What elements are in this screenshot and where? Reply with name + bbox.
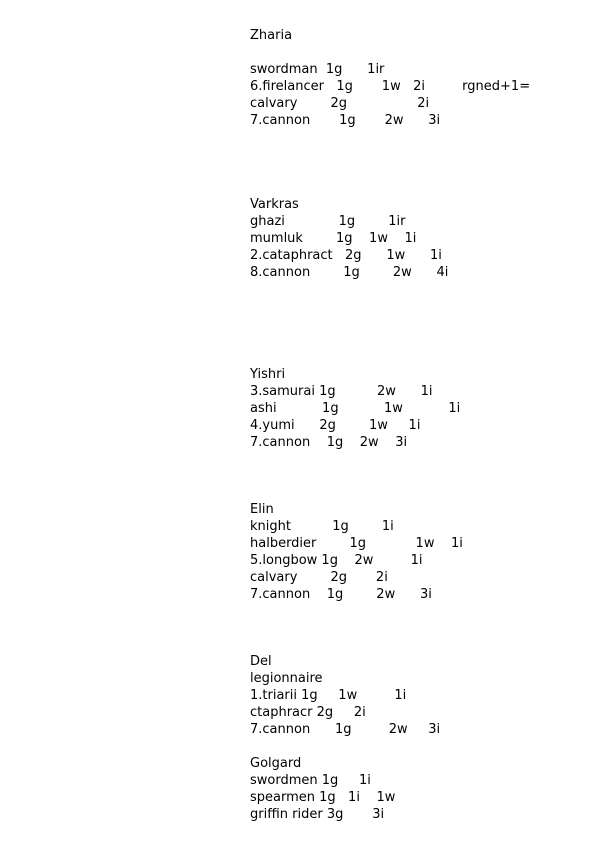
unit-line: legionnaire [250, 671, 323, 686]
unit-line: 7.cannon 1g 2w 3i [250, 722, 441, 737]
faction-title-varkras: Varkras [250, 197, 299, 212]
unit-line: 8.cannon 1g 2w 4i [250, 265, 449, 280]
unit-line: knight 1g 1i [250, 519, 394, 534]
unit-line: 7.cannon 1g 2w 3i [250, 113, 441, 128]
unit-line: 5.longbow 1g 2w 1i [250, 553, 423, 568]
unit-line: ghazi 1g 1ir [250, 214, 406, 229]
unit-line: 2.cataphract 2g 1w 1i [250, 248, 442, 263]
unit-line: swordman 1g 1ir [250, 62, 385, 77]
unit-line: 7.cannon 1g 2w 3i [250, 435, 408, 450]
unit-line: ctaphracr 2g 2i [250, 705, 366, 720]
unit-line: calvary 2g 2i [250, 570, 388, 585]
unit-line: spearmen 1g 1i 1w [250, 790, 396, 805]
unit-line: mumluk 1g 1w 1i [250, 231, 417, 246]
faction-title-yishri: Yishri [250, 367, 286, 382]
unit-line: swordmen 1g 1i [250, 773, 371, 788]
unit-line: ashi 1g 1w 1i [250, 401, 461, 416]
faction-title-elin: Elin [250, 502, 274, 517]
unit-line: halberdier 1g 1w 1i [250, 536, 463, 551]
faction-title-zharia: Zharia [250, 28, 293, 43]
faction-title-del: Del [250, 654, 272, 669]
unit-line: 7.cannon 1g 2w 3i [250, 587, 432, 602]
unit-line: griffin rider 3g 3i [250, 807, 385, 822]
faction-title-golgard: Golgard [250, 756, 302, 771]
unit-line: 4.yumi 2g 1w 1i [250, 418, 421, 433]
unit-line: 3.samurai 1g 2w 1i [250, 384, 433, 399]
unit-line: calvary 2g 2i [250, 96, 430, 111]
unit-line: 6.firelancer 1g 1w 2i rgned+1= [250, 79, 531, 94]
unit-line: 1.triarii 1g 1w 1i [250, 688, 407, 703]
